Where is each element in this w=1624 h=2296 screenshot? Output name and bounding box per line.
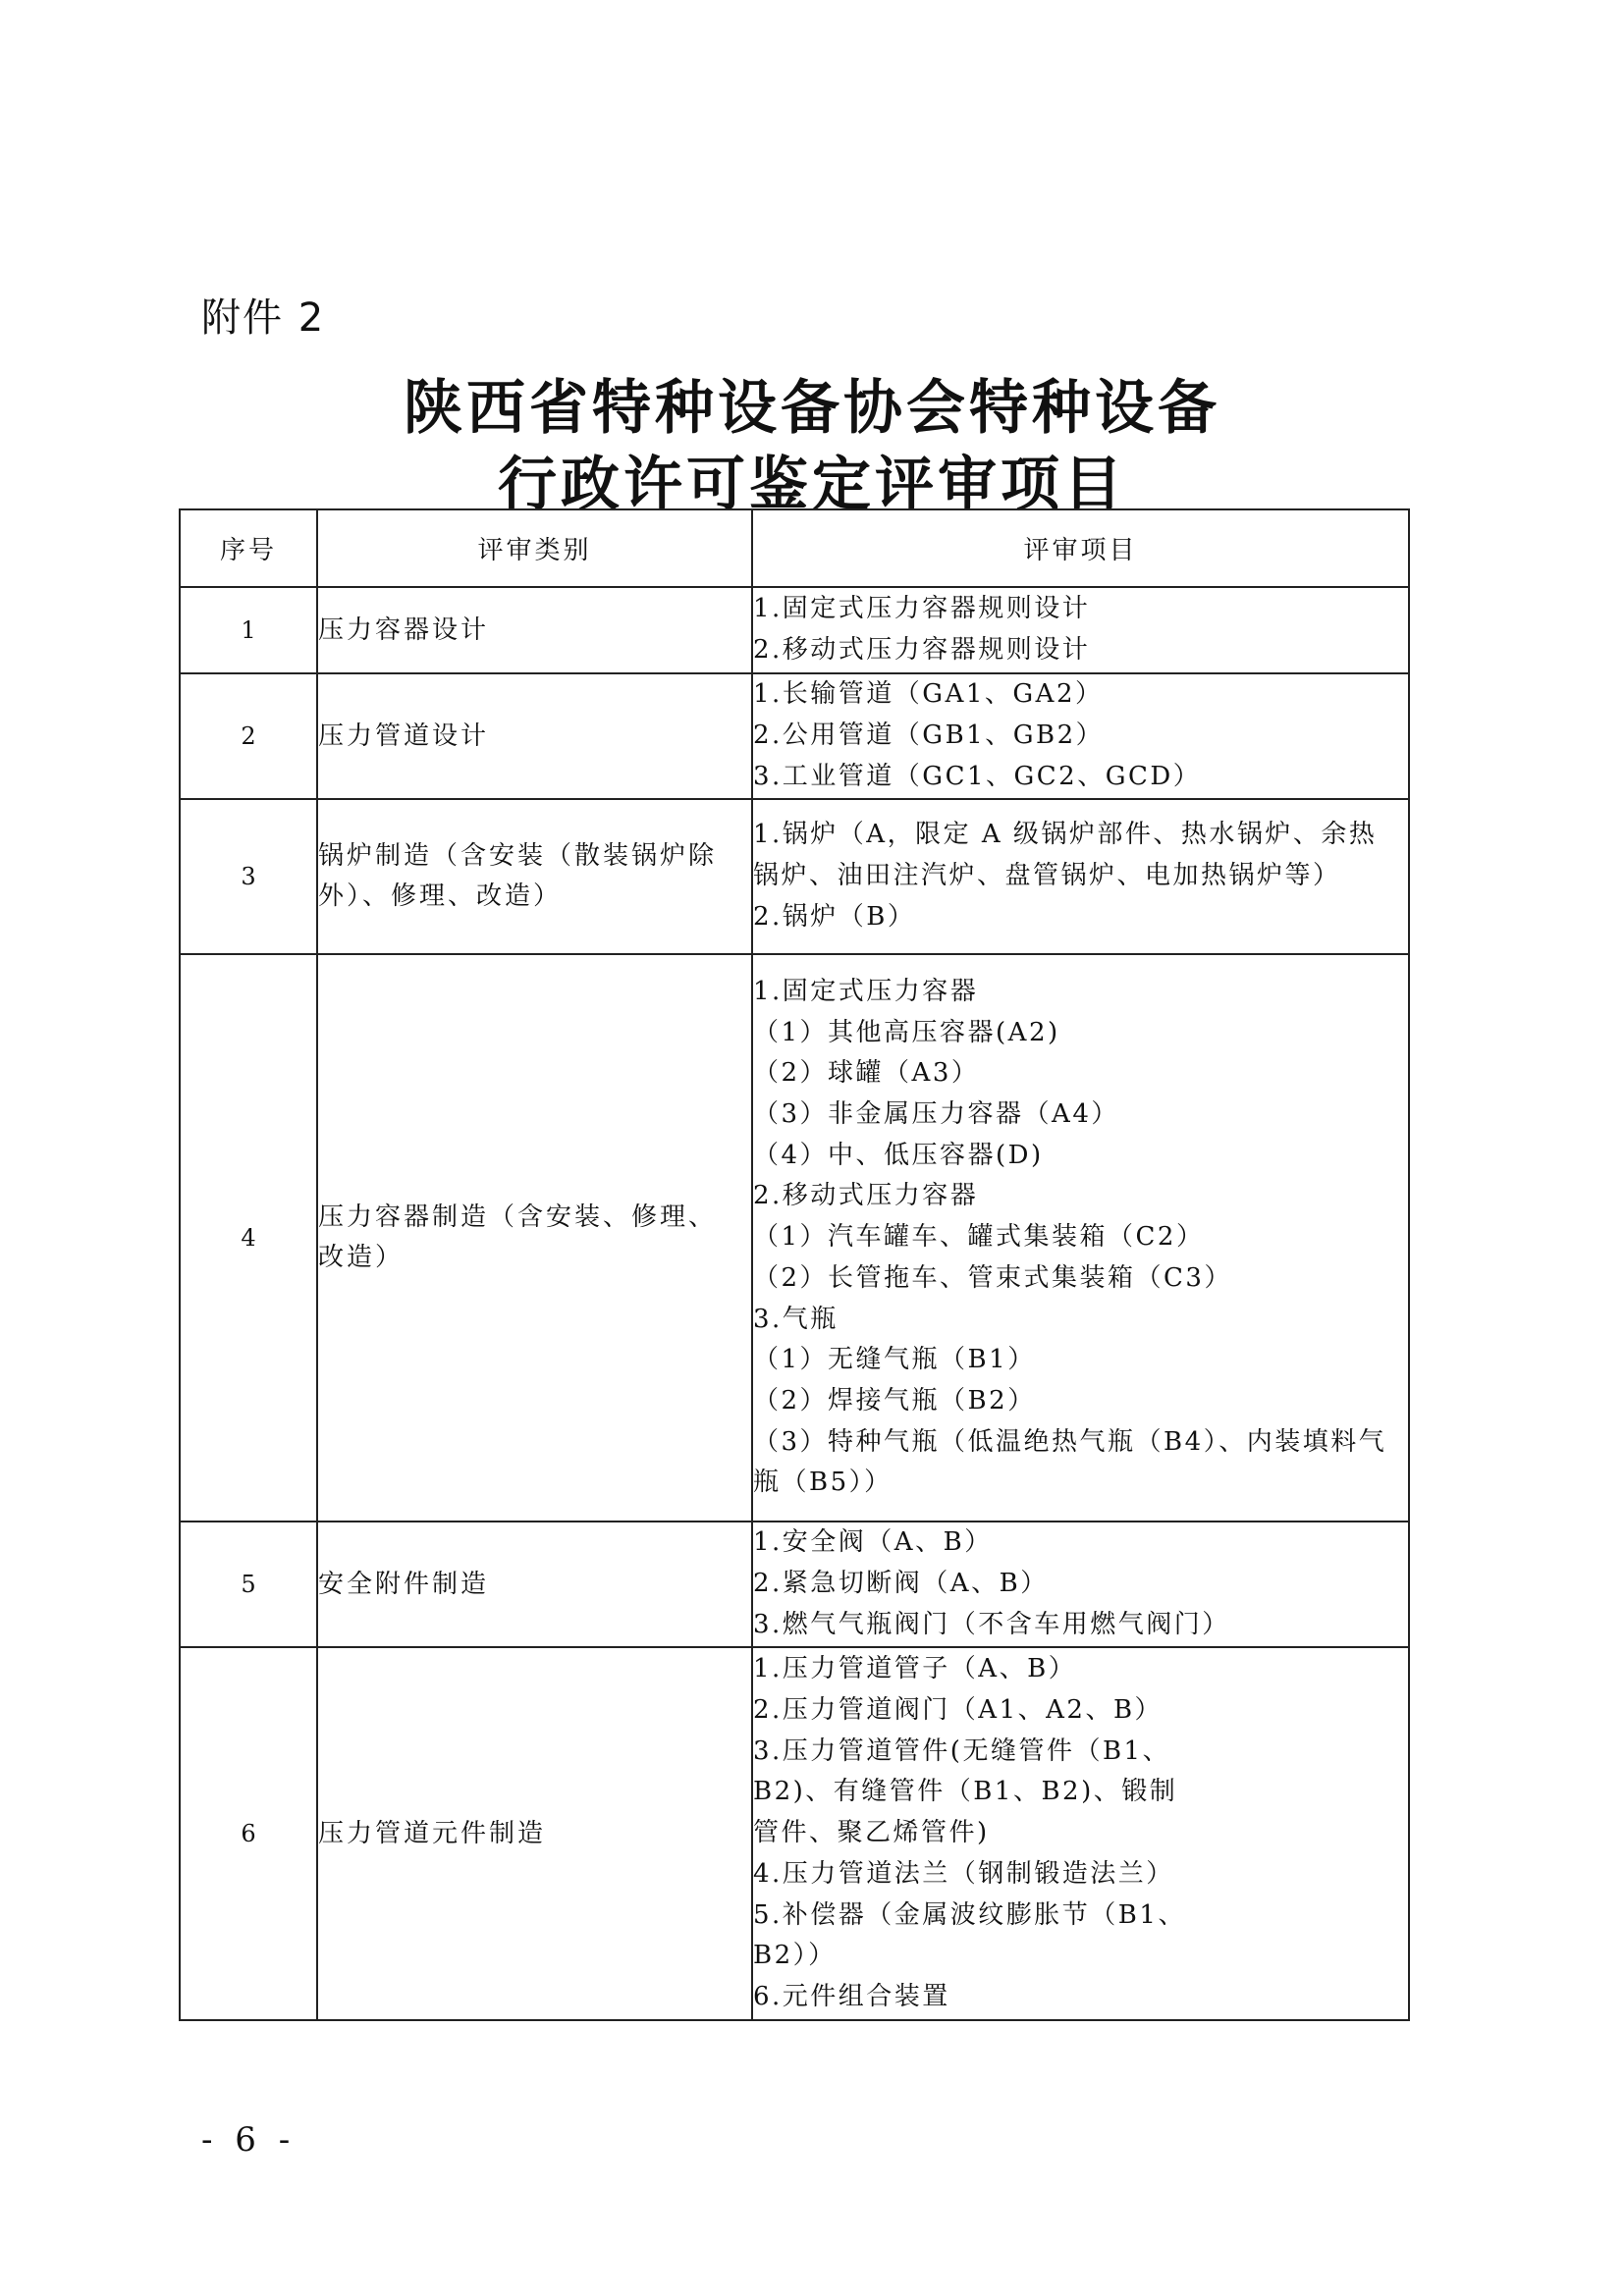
row-items: [752, 954, 1409, 1522]
category-line: 改造）: [318, 1243, 405, 1272]
item-line: 2.紧急切断阀（A、B）: [753, 1569, 1049, 1599]
category-line: 锅炉制造（含安装（散装锅炉除: [318, 841, 718, 871]
row-index: 4: [180, 954, 317, 1522]
table-row: [180, 587, 1409, 673]
category-line: 压力容器制造（含安装、修理、: [318, 1202, 718, 1232]
row-index: 3: [180, 799, 317, 954]
item-line: （1）其他高压容器(A2): [753, 1017, 1060, 1047]
item-line: 1.固定式压力容器: [753, 976, 979, 1006]
table-row: [180, 799, 1409, 954]
table-header-row: [180, 509, 1409, 587]
row-category: [317, 954, 752, 1522]
item-line: 4.压力管道法兰（钢制锻造法兰）: [753, 1858, 1174, 1889]
row-items: [752, 587, 1409, 673]
item-line: 瓶（B5））: [753, 1468, 893, 1498]
row-items: [752, 1522, 1409, 1647]
item-line: 2.移动式压力容器: [753, 1181, 979, 1211]
row-index: 2: [180, 673, 317, 799]
item-line: （2）长管拖车、管束式集装箱（C3）: [753, 1262, 1232, 1293]
document-title-line2: 行政许可鉴定评审项目: [498, 451, 1126, 519]
item-line: 3.燃气气瓶阀门（不含车用燃气阀门）: [753, 1609, 1230, 1639]
item-line: 2.移动式压力容器规则设计: [753, 635, 1091, 665]
row-items: [752, 673, 1409, 799]
row-category: 压力容器设计: [317, 587, 752, 673]
item-line: 3.压力管道管件(无缝管件（B1、: [753, 1735, 1171, 1766]
item-line: （1）汽车罐车、罐式集装箱（C2）: [753, 1222, 1205, 1253]
document-title-line1: 陕西省特种设备协会特种设备: [404, 374, 1220, 443]
item-line: 3.工业管道（GC1、GC2、GCD）: [753, 761, 1202, 791]
category-line: 外）、修理、改造）: [318, 881, 563, 911]
item-line: 1.长输管道（GA1、GA2）: [753, 679, 1104, 710]
item-line: 1.压力管道管子（A、B）: [753, 1654, 1077, 1684]
table-row: [180, 1647, 1409, 2020]
row-category: [317, 799, 752, 954]
row-index: 5: [180, 1522, 317, 1647]
table-row: [180, 673, 1409, 799]
header-items: 评审项目: [752, 509, 1409, 587]
row-items: [752, 1647, 1409, 2020]
row-index: 1: [180, 587, 317, 673]
item-line: （3）非金属压力容器（A4）: [753, 1099, 1119, 1130]
item-line: （4）中、低压容器(D): [753, 1140, 1044, 1170]
attachment-label: 附件 2: [201, 295, 326, 341]
item-line: 6.元件组合装置: [753, 1981, 950, 2011]
item-line: （2）球罐（A3）: [753, 1058, 980, 1089]
item-line: 管件、聚乙烯管件): [753, 1818, 990, 1848]
item-line: （2）焊接气瓶（B2）: [753, 1385, 1036, 1415]
item-line: （3）特种气瓶（低温绝热气瓶（B4）、内装填料气: [753, 1426, 1387, 1457]
item-line: 2.公用管道（GB1、GB2）: [753, 721, 1105, 751]
item-line: 1.固定式压力容器规则设计: [753, 594, 1091, 624]
header-index: 序号: [180, 509, 317, 587]
item-line: （1）无缝气瓶（B1）: [753, 1345, 1036, 1375]
item-line: B2））: [753, 1941, 837, 1971]
row-category: 压力管道设计: [317, 673, 752, 799]
row-category: 压力管道元件制造: [317, 1647, 752, 2020]
item-line: B2)、有缝管件（B1、B2)、锻制: [753, 1777, 1178, 1807]
review-items-table: [179, 508, 1410, 2021]
page-number: - 6 -: [201, 2120, 297, 2160]
row-category: 安全附件制造: [317, 1522, 752, 1647]
row-items: [752, 799, 1409, 954]
item-line: 3.气瓶: [753, 1304, 839, 1334]
item-line: 1.安全阀（A、B）: [753, 1527, 993, 1558]
item-line: 1.锅炉（A，限定 A 级锅炉部件、热水锅炉、余热: [753, 820, 1378, 850]
item-line: 锅炉、油田注汽炉、盘管锅炉、电加热锅炉等）: [753, 861, 1341, 891]
table-row: [180, 954, 1409, 1522]
item-line: 2.压力管道阀门（A1、A2、B）: [753, 1695, 1164, 1726]
item-line: 2.锅炉（B）: [753, 901, 916, 932]
item-line: 5.补偿器（金属波纹膨胀节（B1、: [753, 1899, 1186, 1930]
row-index: 6: [180, 1647, 317, 2020]
header-category: 评审类别: [317, 509, 752, 587]
table-row: [180, 1522, 1409, 1647]
